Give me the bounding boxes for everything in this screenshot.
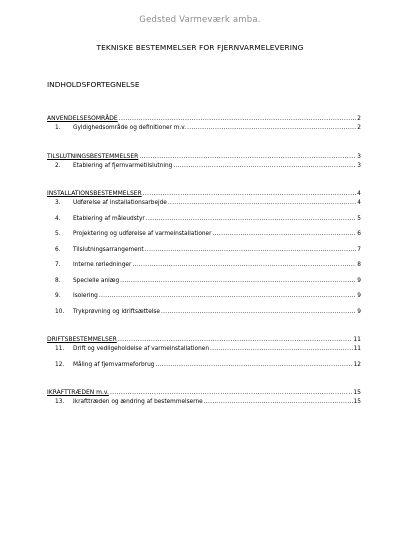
toc-leader [110, 389, 352, 396]
toc-leader [146, 216, 356, 223]
toc-leader [139, 153, 356, 160]
toc-entry-link[interactable] [47, 231, 361, 247]
toc-entry-link[interactable] [47, 293, 361, 309]
toc-entry-title: Etablering af fjernvarmetilslutning [73, 162, 173, 169]
toc-entry-title: Etablering af måleudstyr [73, 215, 145, 222]
toc-entry-title: Trykprøvning og idriftsættelse [73, 308, 160, 315]
toc-entry-title: Drift og vedligeholdelse af varmeinstallationen [73, 346, 210, 352]
toc-leader [120, 278, 356, 285]
toc-section-link[interactable] [47, 336, 361, 345]
toc-leader [210, 346, 353, 353]
toc-page-number: 11 [353, 346, 361, 352]
toc-leader [132, 262, 356, 269]
organization-header: Gedsted Varmeværk amba. [139, 15, 261, 25]
toc-entry-title: Udførelse af installationsarbejde [73, 200, 167, 206]
toc-entry-number: 11. [55, 346, 65, 352]
toc-page-number: 15 [353, 389, 361, 396]
toc-page-number: 9 [357, 308, 361, 315]
toc-section-link[interactable] [47, 190, 361, 199]
toc-section-link[interactable] [47, 153, 361, 162]
toc-section [47, 336, 361, 377]
toc-page-number: 3 [357, 162, 361, 169]
toc-entry-link[interactable] [47, 200, 361, 216]
toc-leader [187, 125, 356, 132]
toc-entry-number: 4. [55, 215, 61, 222]
toc-entry-link[interactable] [47, 362, 361, 378]
toc-page-number: 9 [357, 277, 361, 284]
toc-entry-link[interactable] [47, 278, 361, 294]
toc-entry-title: Specielle anlæg [73, 277, 120, 284]
toc-page-number: 9 [357, 293, 361, 299]
toc-page-number: 2 [357, 125, 361, 131]
toc-entry-link[interactable] [47, 163, 361, 179]
toc-page-number: 12 [353, 361, 361, 368]
toc-section-title: IKRAFTTRÆDEN m.v. [47, 389, 109, 396]
toc-section-title: INSTALLATIONSBESTEMMELSER [47, 190, 142, 197]
toc-entry-title: Isolering [73, 293, 98, 299]
document-title: TEKNISKE BESTEMMELSER FOR FJERNVARMELEVERING [96, 43, 304, 52]
toc-leader [213, 231, 357, 238]
toc-entry-link[interactable] [47, 399, 361, 415]
toc-section-link[interactable] [47, 389, 361, 398]
toc-leader [118, 336, 353, 343]
toc-entry-title: Ikrafttræden og ændring af bestemmelserne [73, 399, 203, 405]
toc-entry-number: 12. [55, 361, 65, 368]
toc-entry-title: Interne rørledninger [73, 262, 132, 268]
toc-page-number: 11 [353, 336, 361, 343]
toc-section [47, 389, 361, 415]
toc-leader [155, 362, 352, 369]
toc-page-number: 6 [357, 231, 361, 237]
toc-entry-link[interactable] [47, 125, 361, 141]
toc-entry-number: 5. [55, 231, 61, 237]
toc-entry-number: 8. [55, 277, 61, 284]
toc-entry-title: Projektering og udførelse af varmeinstallationer [73, 231, 212, 237]
toc-page-number: 5 [357, 215, 361, 222]
toc-entry-number: 2. [55, 162, 61, 169]
toc-page-number: 2 [357, 115, 361, 122]
toc-leader [145, 247, 357, 254]
toc-leader [168, 200, 356, 207]
toc-entry-number: 9. [55, 293, 61, 299]
toc-section-title: DRIFTSBESTEMMELSER [47, 336, 117, 343]
toc-entry-link[interactable] [47, 262, 361, 278]
toc-entry-number: 3. [55, 200, 61, 206]
toc-entry-number: 6. [55, 246, 61, 253]
toc-entry-link[interactable] [47, 346, 361, 362]
toc-entry-link[interactable] [47, 309, 361, 325]
toc-entry-link[interactable] [47, 247, 361, 263]
toc-entry-number: 13. [55, 399, 65, 405]
toc-entry-title: Måling af fjernvarmeforbrug [73, 361, 155, 368]
toc-heading: INDHOLDSFORTEGNELSE [47, 80, 140, 89]
toc-page-number: 3 [357, 152, 361, 160]
toc-leader [143, 190, 356, 197]
toc-entry-number: 7. [55, 262, 61, 268]
toc-section [47, 190, 361, 324]
toc-entry-title: Gyldighedsområde og definitioner m.v. [73, 125, 187, 131]
toc-section-title: TILSLUTNINGSBESTEMMELSER [47, 152, 139, 160]
toc-entry-title: Tilslutningsarrangement [73, 246, 144, 253]
toc-page-number: 8 [357, 262, 361, 268]
toc-leader [204, 399, 353, 406]
table-of-contents [47, 115, 361, 415]
toc-page-number: 7 [357, 246, 361, 253]
toc-page-number: 4 [357, 190, 361, 197]
toc-page-number: 15 [353, 399, 361, 405]
toc-section-title: ANVENDELSESOMRÅDE [47, 115, 118, 122]
toc-section [47, 153, 361, 179]
toc-entry-number: 10. [55, 308, 65, 315]
toc-section [47, 115, 361, 141]
toc-leader [99, 293, 356, 300]
toc-leader [119, 115, 356, 122]
toc-entry-number: 1. [55, 125, 61, 131]
toc-section-link[interactable] [47, 115, 361, 124]
toc-leader [161, 309, 356, 316]
toc-page-number: 4 [357, 200, 361, 206]
toc-leader [173, 163, 356, 170]
toc-entry-link[interactable] [47, 216, 361, 232]
